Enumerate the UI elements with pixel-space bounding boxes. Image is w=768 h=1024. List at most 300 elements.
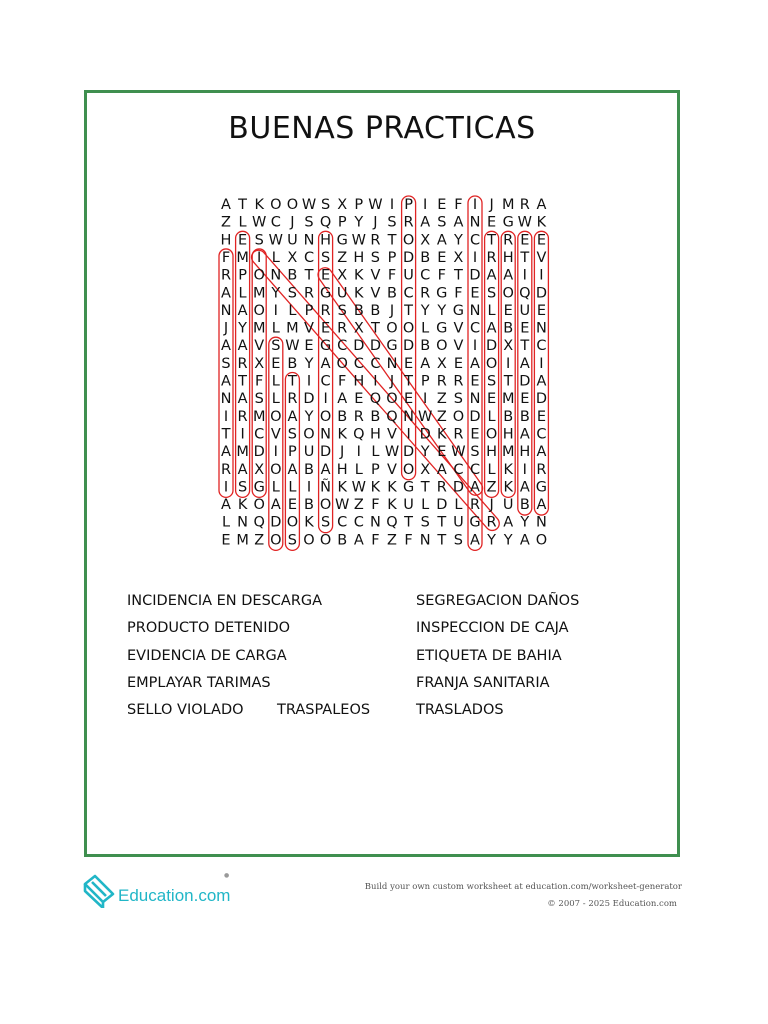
grid-letter: I	[306, 373, 312, 390]
grid-letter: L	[371, 444, 380, 461]
grid-letter: O	[319, 532, 332, 549]
grid-letter: Z	[353, 497, 364, 514]
grid-letter: I	[423, 197, 428, 213]
grid-letter: J	[223, 320, 229, 337]
grid-letter: T	[437, 514, 447, 531]
grid-letter: Q	[319, 214, 332, 231]
grid-letter: G	[535, 479, 548, 496]
grid-letter: C	[469, 320, 481, 337]
grid-letter: A	[221, 338, 231, 355]
grid-letter: J	[389, 373, 395, 390]
grid-letter: A	[470, 355, 480, 372]
grid-letter: A	[221, 197, 231, 213]
grid-letter: A	[470, 532, 480, 549]
grid-letter: D	[403, 249, 415, 266]
grid-letter: S	[320, 514, 331, 531]
grid-letter: K	[536, 214, 547, 231]
grid-letter: R	[337, 320, 348, 337]
grid-letter: Z	[486, 479, 497, 496]
grid-letter: F	[221, 249, 231, 266]
grid-letter: S	[271, 338, 281, 355]
grid-letter: O	[386, 391, 398, 408]
grid-letter: N	[469, 302, 481, 319]
grid-letter: S	[387, 214, 397, 231]
grid-letter: J	[389, 302, 395, 319]
grid-letter: U	[519, 302, 531, 319]
grid-letter: V	[536, 249, 547, 266]
grid-letter: A	[420, 355, 431, 372]
grid-letter: A	[486, 267, 497, 284]
grid-letter: M	[236, 249, 249, 266]
grid-letter: I	[223, 479, 229, 496]
grid-letter: X	[337, 197, 348, 213]
grid-letter: O	[485, 426, 498, 443]
grid-letter: N	[469, 214, 481, 231]
grid-letter: N	[535, 514, 547, 531]
grid-letter: Z	[337, 249, 348, 266]
grid-letter: V	[370, 267, 381, 284]
grid-letter: V	[370, 285, 381, 302]
grid-letter: R	[370, 232, 381, 249]
grid-letter: X	[436, 355, 447, 372]
grid-letter: N	[270, 267, 282, 284]
grid-letter: A	[237, 461, 248, 478]
grid-letter: J	[489, 197, 494, 213]
grid-letter: Y	[271, 285, 281, 302]
grid-letter: A	[536, 373, 547, 390]
grid-letter: C	[370, 355, 381, 372]
grid-letter: G	[452, 302, 465, 319]
grid-letter: L	[454, 497, 463, 514]
grid-letter: I	[356, 444, 361, 461]
grid-letter: L	[421, 497, 430, 514]
grid-letter: W	[335, 497, 350, 514]
grid-letter: X	[353, 320, 364, 337]
education-logo[interactable]	[82, 870, 252, 910]
grid-letter: E	[321, 320, 331, 337]
grid-letter: P	[420, 373, 430, 390]
grid-letter: D	[486, 338, 498, 355]
grid-letter: H	[519, 444, 531, 461]
grid-letter: U	[403, 497, 414, 514]
grid-letter: T	[520, 249, 530, 266]
word-item: EMPLAYAR TARIMAS	[127, 674, 271, 691]
grid-letter: I	[522, 267, 527, 284]
grid-letter: R	[436, 373, 447, 390]
grid-letter: D	[320, 444, 332, 461]
grid-letter: H	[486, 444, 498, 461]
grid-letter: S	[254, 232, 264, 249]
grid-letter: O	[253, 302, 265, 319]
grid-letter: A	[519, 426, 530, 443]
grid-letter: C	[337, 514, 348, 531]
grid-letter: H	[502, 249, 514, 266]
grid-letter: O	[270, 461, 282, 478]
grid-letter: V	[387, 426, 397, 443]
grid-letter: C	[453, 461, 464, 478]
grid-letter: E	[520, 391, 530, 408]
grid-letter: Y	[354, 214, 364, 231]
grid-letter: P	[371, 461, 380, 478]
grid-letter: O	[436, 338, 448, 355]
grid-letter: B	[287, 355, 298, 372]
grid-letter: X	[287, 249, 298, 266]
grid-letter: D	[353, 338, 365, 355]
grid-letter: A	[237, 302, 248, 319]
grid-letter: K	[254, 197, 264, 213]
grid-letter: N	[469, 391, 481, 408]
grid-letter: I	[323, 391, 328, 408]
grid-letter: F	[454, 285, 463, 302]
grid-letter: J	[373, 214, 378, 231]
grid-letter: M	[236, 444, 249, 461]
grid-letter: H	[502, 426, 514, 443]
grid-letter: A	[221, 497, 231, 514]
word-item: PRODUCTO DETENIDO	[127, 620, 291, 637]
grid-letter: G	[253, 479, 265, 496]
grid-letter: X	[503, 338, 514, 355]
grid-letter: R	[536, 461, 547, 478]
grid-letter: W	[351, 232, 366, 249]
word-item: INSPECCION DE CAJA	[416, 620, 569, 637]
grid-letter: I	[539, 267, 544, 284]
grid-letter: D	[469, 267, 481, 284]
grid-letter: L	[487, 461, 496, 478]
grid-letter: T	[404, 302, 414, 319]
grid-letter: O	[502, 285, 514, 302]
grid-letter: T	[221, 426, 231, 443]
word-item: EVIDENCIA DE CARGA	[127, 647, 287, 664]
grid-letter: A	[353, 532, 364, 549]
grid-letter: C	[469, 232, 481, 249]
grid-letter: E	[287, 497, 297, 514]
grid-letter: E	[271, 355, 281, 372]
word-list-row	[127, 620, 647, 647]
grid-letter: N	[403, 408, 415, 425]
grid-letter: E	[470, 426, 480, 443]
word-search-grid	[87, 93, 683, 573]
grid-letter: S	[486, 373, 497, 390]
grid-letter: C	[353, 355, 364, 372]
grid-letter: X	[453, 249, 464, 266]
grid-letter: M	[501, 197, 515, 213]
grid-letter: K	[337, 479, 347, 496]
grid-letter: K	[437, 426, 447, 443]
grid-letter: L	[288, 479, 297, 496]
grid-letter: S	[370, 249, 381, 266]
grid-letter: O	[303, 532, 315, 549]
grid-letter: O	[253, 497, 265, 514]
grid-letter: X	[420, 232, 431, 249]
grid-letter: A	[536, 197, 547, 213]
footer-copyright: © 2007 - 2025 Education.com	[547, 899, 677, 909]
trademark-dot: ●	[224, 872, 230, 879]
grid-letter: L	[354, 461, 363, 478]
grid-letter: A	[536, 444, 547, 461]
grid-letter: T	[453, 267, 463, 284]
grid-letter: C	[536, 426, 547, 443]
grid-letter: P	[288, 444, 297, 461]
grid-letter: S	[337, 302, 347, 319]
grid-letter: E	[437, 444, 447, 461]
grid-letter: B	[353, 302, 364, 319]
grid-letter: E	[453, 355, 463, 372]
grid-letter: O	[253, 267, 265, 284]
grid-letter: N	[320, 426, 332, 443]
grid-letter: M	[286, 320, 299, 337]
word-list-row	[127, 702, 647, 729]
grid-letter: A	[287, 461, 298, 478]
grid-letter: I	[257, 249, 262, 266]
grid-letter: G	[336, 232, 348, 249]
grid-letter: A	[519, 355, 530, 372]
grid-letter: W	[451, 444, 466, 461]
grid-letter: H	[320, 232, 332, 249]
grid-letter: V	[304, 320, 314, 337]
grid-letter: U	[303, 444, 315, 461]
grid-letter: L	[238, 214, 247, 231]
grid-letter: Z	[221, 214, 231, 231]
grid-letter: N	[220, 302, 232, 319]
grid-letter: B	[304, 461, 314, 478]
grid-letter: A	[420, 214, 431, 231]
grid-letter: L	[221, 514, 231, 531]
grid-letter: R	[320, 302, 331, 319]
grid-letter: L	[487, 302, 496, 319]
grid-letter: A	[221, 285, 231, 302]
grid-letter: P	[387, 249, 397, 266]
grid-letter: A	[237, 338, 248, 355]
grid-letter: D	[436, 497, 448, 514]
grid-letter: I	[423, 391, 428, 408]
grid-letter: P	[354, 197, 364, 213]
grid-letter: A	[270, 497, 281, 514]
grid-letter: L	[288, 302, 297, 319]
grid-letter: R	[220, 267, 232, 284]
grid-letter: D	[519, 373, 531, 390]
grid-letter: G	[436, 285, 448, 302]
grid-letter: H	[353, 249, 365, 266]
grid-letter: L	[271, 391, 280, 408]
grid-letter: F	[387, 267, 397, 284]
grid-letter: T	[404, 373, 414, 390]
grid-letter: F	[371, 532, 380, 549]
grid-letter: O	[270, 197, 282, 213]
footer-build-text: Build your own custom worksheet at education.com/worksheet-generator	[364, 882, 682, 892]
grid-letter: Z	[436, 391, 447, 408]
grid-letter: A	[436, 232, 447, 249]
grid-letter: T	[287, 373, 297, 390]
grid-letter: F	[338, 373, 347, 390]
grid-letter: P	[304, 302, 314, 319]
grid-letter: N	[220, 391, 232, 408]
grid-letter: C	[254, 426, 265, 443]
grid-letter: G	[436, 320, 448, 337]
grid-letter: C	[320, 373, 331, 390]
grid-letter: E	[304, 338, 314, 355]
grid-letter: O	[535, 532, 548, 549]
grid-letter: E	[536, 408, 546, 425]
grid-letter: I	[406, 426, 411, 443]
grid-letter: G	[386, 338, 398, 355]
grid-letter: S	[221, 355, 231, 372]
grid-letter: E	[487, 214, 497, 231]
grid-letter: E	[536, 232, 546, 249]
grid-letter: Q	[519, 285, 531, 302]
grid-letter: B	[304, 497, 314, 514]
grid-letter: G	[319, 285, 332, 302]
grid-letter: C	[469, 461, 481, 478]
grid-letter: Q	[253, 514, 265, 531]
grid-letter: O	[286, 197, 299, 213]
grid-letter: M	[252, 285, 266, 302]
grid-letter: A	[503, 514, 514, 531]
grid-letter: O	[452, 408, 465, 425]
grid-letter: G	[469, 514, 481, 531]
grid-letter: H	[353, 373, 365, 390]
grid-letter: Z	[436, 408, 447, 425]
grid-letter: U	[453, 514, 464, 531]
grid-letter: L	[271, 320, 280, 337]
grid-letter: S	[304, 214, 314, 231]
grid-letter: O	[336, 355, 348, 372]
grid-letter: R	[237, 408, 248, 425]
grid-letter: I	[522, 461, 527, 478]
grid-letter: M	[236, 532, 249, 549]
grid-letter: E	[404, 391, 414, 408]
word-item: SELLO VIOLADO	[127, 702, 244, 719]
grid-letter: S	[470, 444, 480, 461]
grid-letter: Y	[238, 320, 248, 337]
grid-letter: H	[369, 426, 381, 443]
grid-letter: R	[486, 514, 497, 531]
grid-letter: I	[389, 197, 395, 213]
grid-letter: T	[520, 338, 530, 355]
grid-letter: B	[503, 408, 514, 425]
grid-letter: Ñ	[320, 479, 332, 496]
grid-letter: O	[402, 320, 415, 337]
grid-letter: X	[254, 355, 265, 372]
grid-letter: E	[470, 285, 480, 302]
grid-letter: R	[469, 497, 481, 514]
grid-letter: A	[536, 497, 547, 514]
grid-letter: A	[486, 320, 497, 337]
grid-letter: X	[337, 267, 348, 284]
grid-letter: K	[354, 285, 364, 302]
word-item: ETIQUETA DE BAHIA	[416, 647, 562, 664]
grid-letter: S	[237, 479, 248, 496]
grid-letter: T	[304, 267, 314, 284]
grid-letter: C	[403, 285, 414, 302]
grid-letter: B	[519, 497, 530, 514]
grid-letter: R	[237, 355, 248, 372]
grid-letter: E	[404, 355, 414, 372]
grid-letter: A	[519, 479, 530, 496]
grid-letter: S	[486, 285, 497, 302]
grid-letter: E	[536, 302, 546, 319]
word-item: TRASLADOS	[416, 702, 504, 719]
grid-letter: W	[268, 232, 283, 249]
grid-letter: G	[502, 214, 514, 231]
grid-letter: U	[287, 232, 298, 249]
grid-letter: K	[337, 426, 347, 443]
grid-letter: K	[503, 479, 513, 496]
grid-letter: O	[402, 232, 415, 249]
grid-letter: D	[469, 408, 481, 425]
grid-letter: I	[273, 444, 278, 461]
grid-letter: M	[252, 408, 266, 425]
word-list	[127, 593, 647, 729]
grid-letter: O	[270, 532, 282, 549]
grid-letter: W	[384, 444, 400, 461]
grid-letter: S	[320, 249, 331, 266]
grid-letter: O	[386, 320, 398, 337]
grid-letter: N	[535, 320, 547, 337]
grid-letter: C	[536, 338, 547, 355]
grid-letter: V	[453, 338, 464, 355]
grid-letter: S	[437, 214, 447, 231]
grid-letter: M	[252, 320, 266, 337]
grid-letter: Q	[386, 514, 398, 531]
grid-letter: Y	[304, 408, 314, 425]
grid-letter: K	[503, 461, 513, 478]
grid-letter: C	[420, 267, 431, 284]
grid-letter: B	[519, 408, 530, 425]
grid-letter: I	[273, 302, 278, 319]
grid-letter: U	[502, 497, 514, 514]
grid-letter: X	[254, 461, 265, 478]
grid-letter: N	[303, 232, 315, 249]
grid-letter: T	[437, 532, 447, 549]
worksheet-frame	[84, 90, 680, 857]
grid-letter: W	[368, 197, 383, 213]
grid-letter: V	[254, 338, 265, 355]
grid-letter: R	[420, 285, 431, 302]
grid-letter: O	[303, 426, 315, 443]
grid-letter: K	[237, 497, 248, 514]
grid-letter: C	[270, 214, 281, 231]
word-item: TRASPALEOS	[277, 702, 371, 719]
grid-letter: O	[319, 497, 332, 514]
grid-letter: R	[303, 285, 315, 302]
grid-letter: K	[387, 479, 397, 496]
grid-letter: W	[301, 197, 317, 213]
grid-letter: L	[271, 249, 280, 266]
grid-letter: D	[535, 285, 547, 302]
grid-letter: S	[453, 391, 464, 408]
grid-letter: N	[419, 532, 431, 549]
word-item: FRANJA SANITARIA	[416, 674, 550, 691]
grid-letter: V	[387, 461, 397, 478]
grid-letter: C	[337, 338, 348, 355]
grid-letter: A	[221, 444, 231, 461]
grid-letter: T	[420, 479, 430, 496]
highlight-marks	[219, 196, 548, 550]
grid-letter: R	[486, 249, 497, 266]
grid-letter: E	[470, 373, 480, 390]
grid-letter: L	[271, 373, 280, 390]
grid-letter: D	[270, 514, 282, 531]
grid-letter: I	[539, 355, 544, 372]
grid-letter: F	[371, 497, 380, 514]
grid-letter: A	[320, 355, 331, 372]
grid-letter: K	[387, 497, 397, 514]
grid-letter: Y	[304, 355, 314, 372]
grid-letter: Z	[387, 532, 397, 549]
grid-letter: I	[306, 479, 312, 496]
word-item: SEGREGACION DAÑOS	[416, 593, 580, 609]
grid-letter: O	[286, 514, 299, 531]
